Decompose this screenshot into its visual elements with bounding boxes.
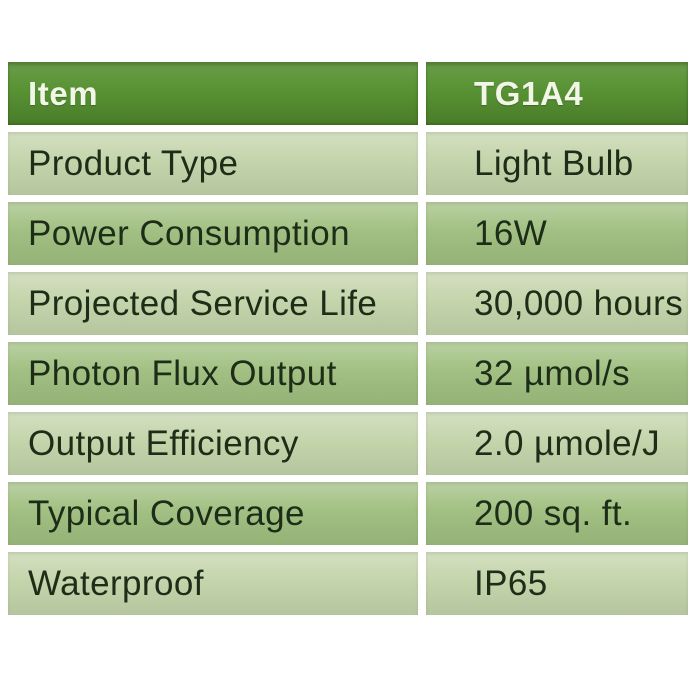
- spec-row-label: Projected Service Life: [8, 272, 418, 335]
- spec-row-value: 16W: [426, 202, 688, 265]
- spec-row-value: Light Bulb: [426, 132, 688, 195]
- spec-row-label: Output Efficiency: [8, 412, 418, 475]
- spec-row-label: Power Consumption: [8, 202, 418, 265]
- spec-row-value: 30,000 hours: [426, 272, 688, 335]
- header-model-cell: TG1A4: [426, 62, 688, 125]
- product-spec-table: [8, 62, 688, 615]
- spec-row-value: 32 µmol/s: [426, 342, 688, 405]
- spec-row-label: Typical Coverage: [8, 482, 418, 545]
- spec-row-label: Product Type: [8, 132, 418, 195]
- spec-row-label: Photon Flux Output: [8, 342, 418, 405]
- spec-row-value: IP65: [426, 552, 688, 615]
- spec-row-value: 200 sq. ft.: [426, 482, 688, 545]
- header-item-cell: Item: [8, 62, 418, 125]
- spec-row-value: 2.0 µmole/J: [426, 412, 688, 475]
- spec-row-label: Waterproof: [8, 552, 418, 615]
